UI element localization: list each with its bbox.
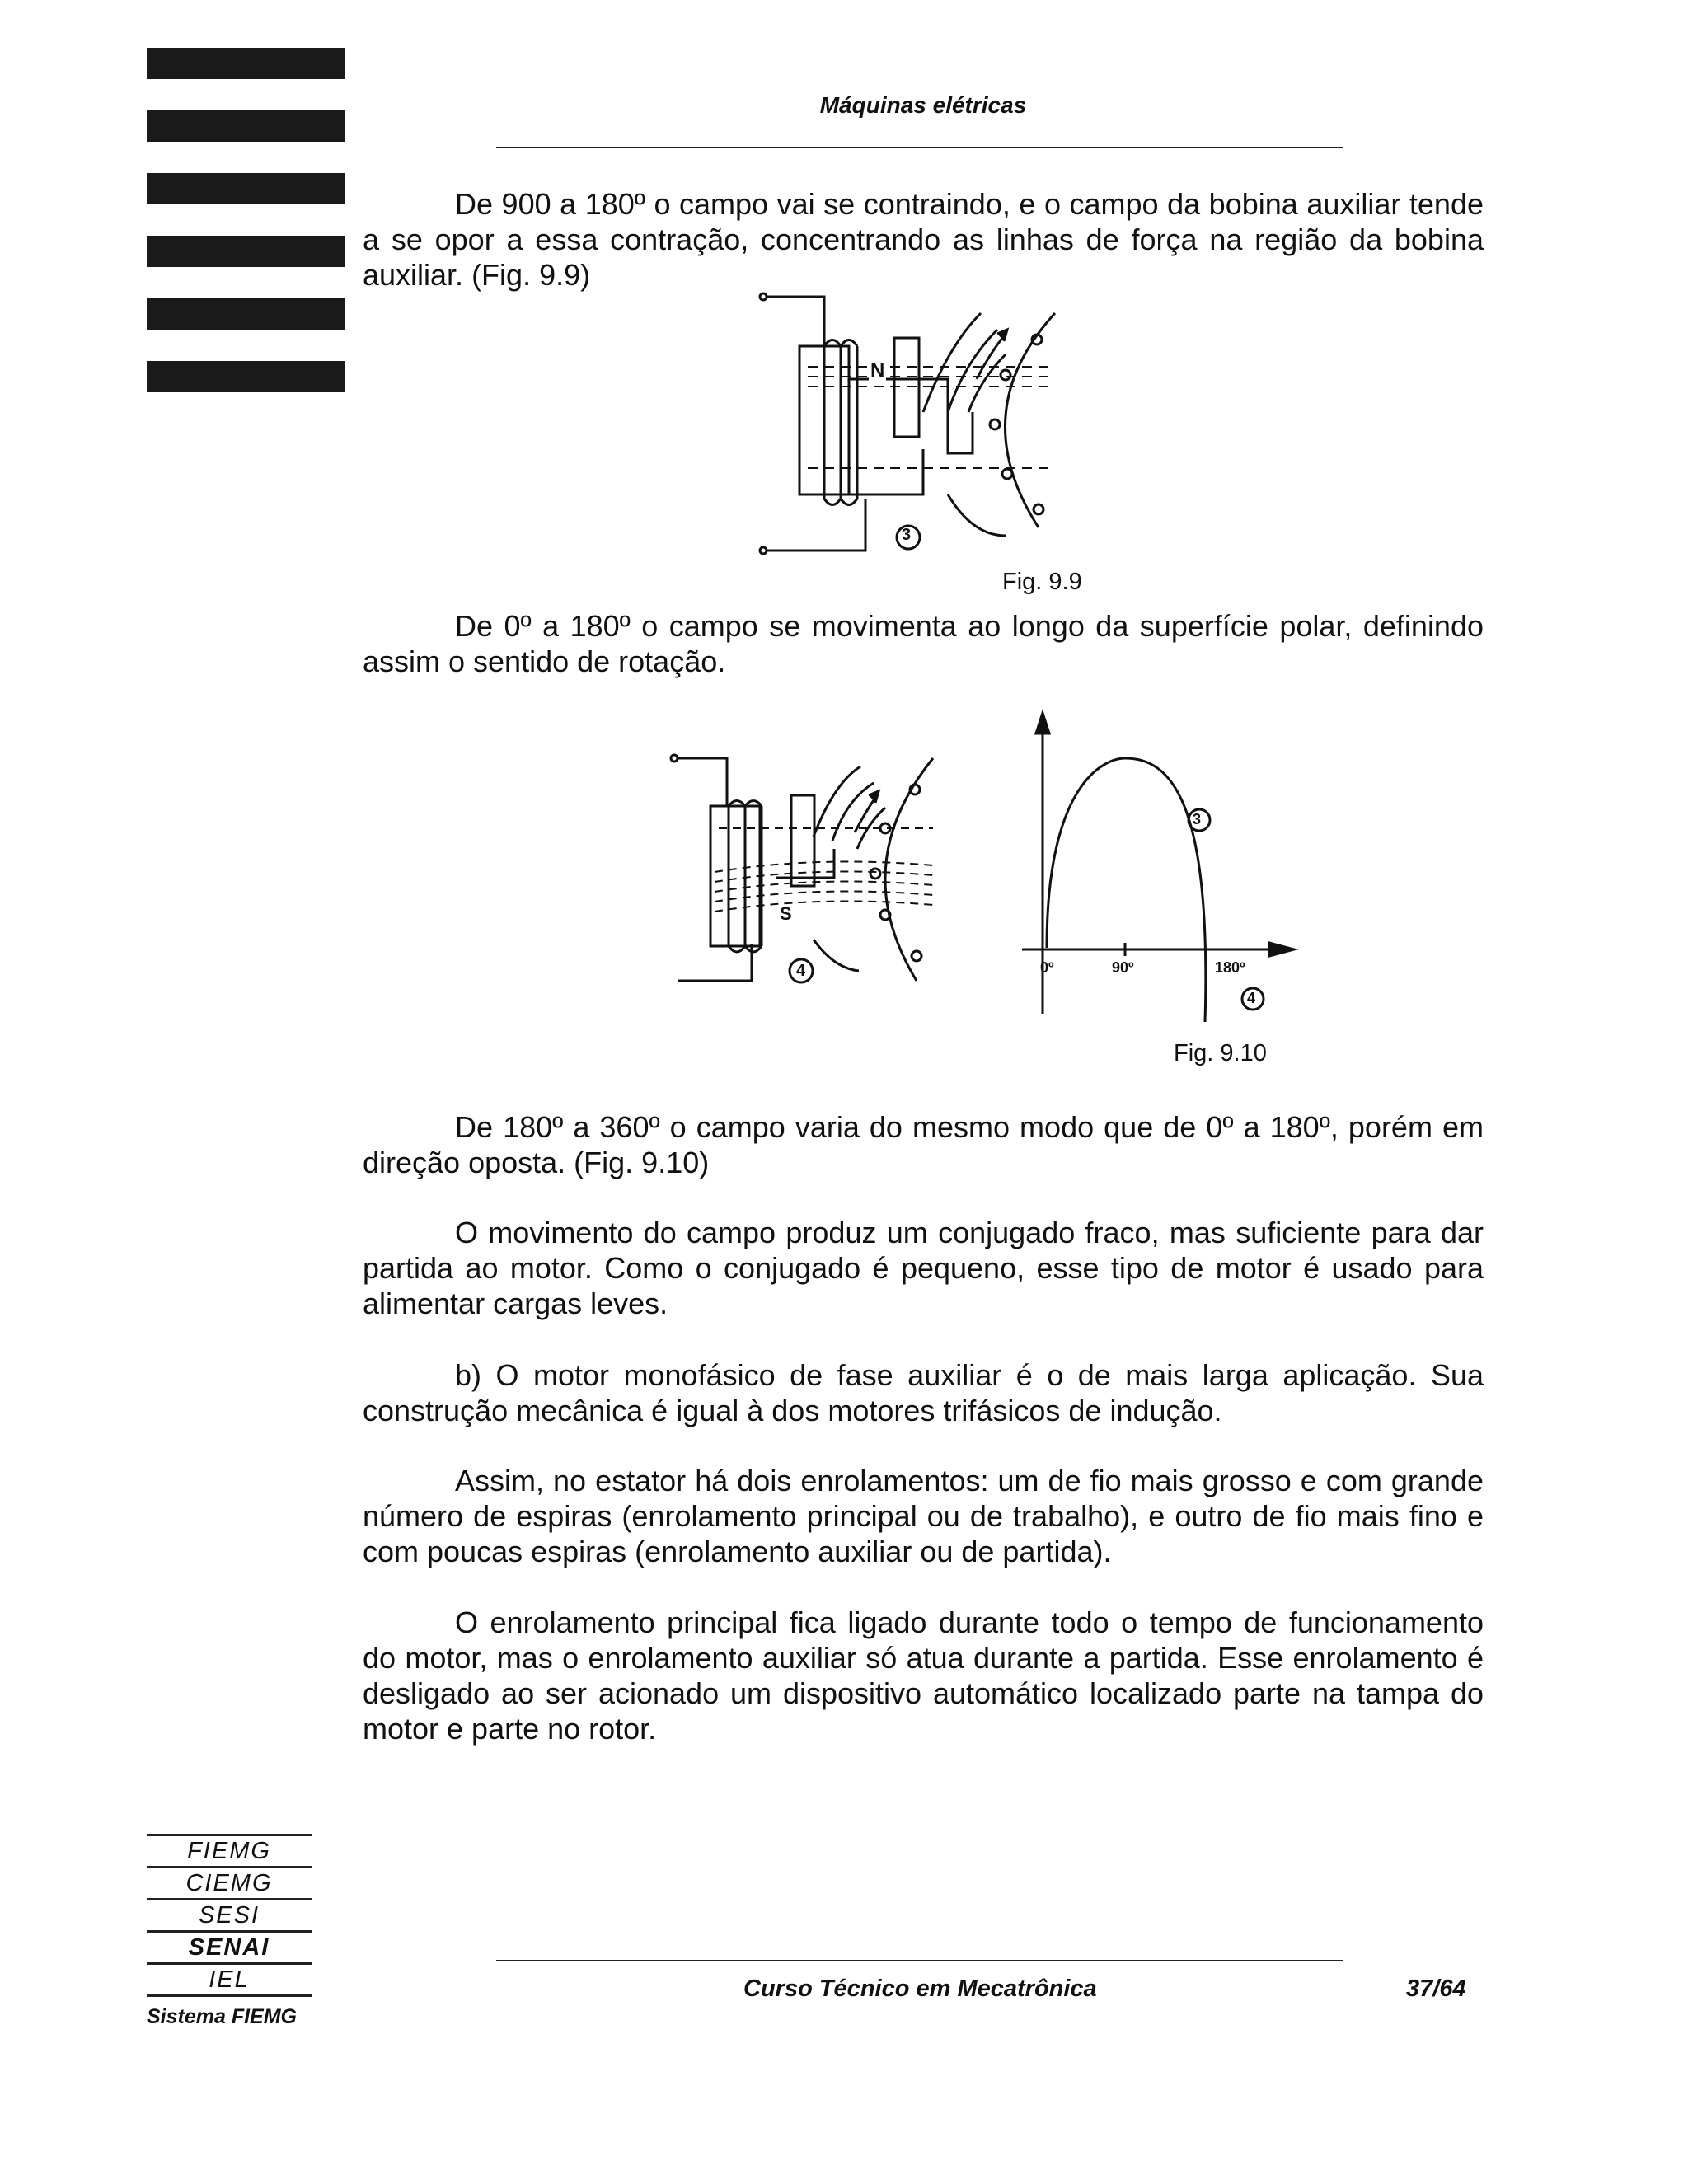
logo-rule	[147, 1994, 312, 1997]
paragraph-text: De 0º a 180º o campo se movimenta ao longo da superfície polar, definindo assim o sentido de rotação.	[363, 609, 1484, 678]
paragraph	[363, 1215, 1484, 1321]
graph-tick-90: 90º	[1112, 959, 1134, 976]
graph-tick-0: 0º	[1040, 959, 1054, 976]
logo-item: CIEMG	[147, 1866, 312, 1898]
figure-caption: Fig. 9.10	[1174, 1040, 1267, 1066]
paragraph-text: b) O motor monofásico de fase auxiliar é o de mais larga aplicação. Sua construção mecânica é igual à dos motores trifásicos de indução.	[363, 1358, 1484, 1427]
decorative-bar	[147, 110, 345, 142]
figure-9-10-graph	[1014, 709, 1311, 1022]
figure-9-10-diagram	[669, 750, 941, 997]
paragraph	[363, 608, 1484, 679]
graph-tick-180: 180º	[1215, 959, 1245, 976]
decorative-bar	[147, 361, 345, 392]
decorative-bar	[147, 173, 345, 204]
figure-caption: Fig. 9.9	[1002, 569, 1082, 595]
logo-item: SENAI	[147, 1930, 312, 1962]
decorative-bar	[147, 298, 345, 330]
curve-marker: 3	[1193, 811, 1202, 827]
page-number: 37/64	[1406, 1975, 1466, 2002]
figure-marker-4: 4	[796, 962, 806, 980]
footer-rule	[496, 1960, 1343, 1961]
footer-course: Curso Técnico em Mecatrônica	[743, 1975, 1097, 2002]
decorative-bar	[147, 236, 345, 267]
paragraph-text: O enrolamento principal fica ligado durante todo o tempo de funcionamento do motor, mas o enrolamento auxiliar só atua durante a partida. Esse enrolamento é desligado ao ser acionado um dispositivo automático localizado parte na tampa do motor e parte no rotor.	[363, 1605, 1484, 1746]
logo-item: FIEMG	[147, 1834, 312, 1866]
fiemg-logo	[147, 1834, 312, 2029]
paragraph	[363, 1357, 1484, 1428]
paragraph	[363, 1605, 1484, 1746]
logo-item: SESI	[147, 1898, 312, 1930]
logo-system-label: Sistema FIEMG	[147, 2005, 297, 2028]
pole-label-n: N	[870, 359, 885, 382]
figure-marker-3: 3	[902, 526, 912, 544]
decorative-bar	[147, 48, 345, 79]
decorative-bars	[147, 48, 345, 424]
paragraph-text: De 900 a 180º o campo vai se contraindo, e o campo da bobina auxiliar tende a se opor a essa contração, concentrando as linhas de força na região da bobina auxiliar. (Fig. 9.9)	[363, 187, 1484, 292]
paragraph-text: O movimento do campo produz um conjugado fraco, mas suficiente para dar partida ao motor. Como o conjugado é pequeno, esse tipo de motor é usado para alimentar cargas leves.	[363, 1216, 1484, 1320]
figure-9-9-diagram	[758, 288, 1071, 560]
paragraph	[363, 1463, 1484, 1569]
pole-label-s: S	[780, 903, 792, 924]
logo-item: IEL	[147, 1962, 312, 1994]
page-header-title: Máquinas elétricas	[819, 92, 1027, 118]
paragraph	[363, 1109, 1484, 1180]
header-rule	[496, 147, 1343, 148]
paragraph-text: Assim, no estator há dois enrolamentos: um de fio mais grosso e com grande número de espiras (enrolamento principal ou de trabalho), e outro de fio mais fino e com poucas espiras (enrolamento auxiliar ou de partida).	[363, 1464, 1484, 1568]
paragraph-text: De 180º a 360º o campo varia do mesmo modo que de 0º a 180º, porém em direção oposta. (Fig. 9.10)	[363, 1110, 1484, 1179]
axis-marker: 4	[1247, 990, 1256, 1006]
paragraph	[363, 186, 1484, 293]
